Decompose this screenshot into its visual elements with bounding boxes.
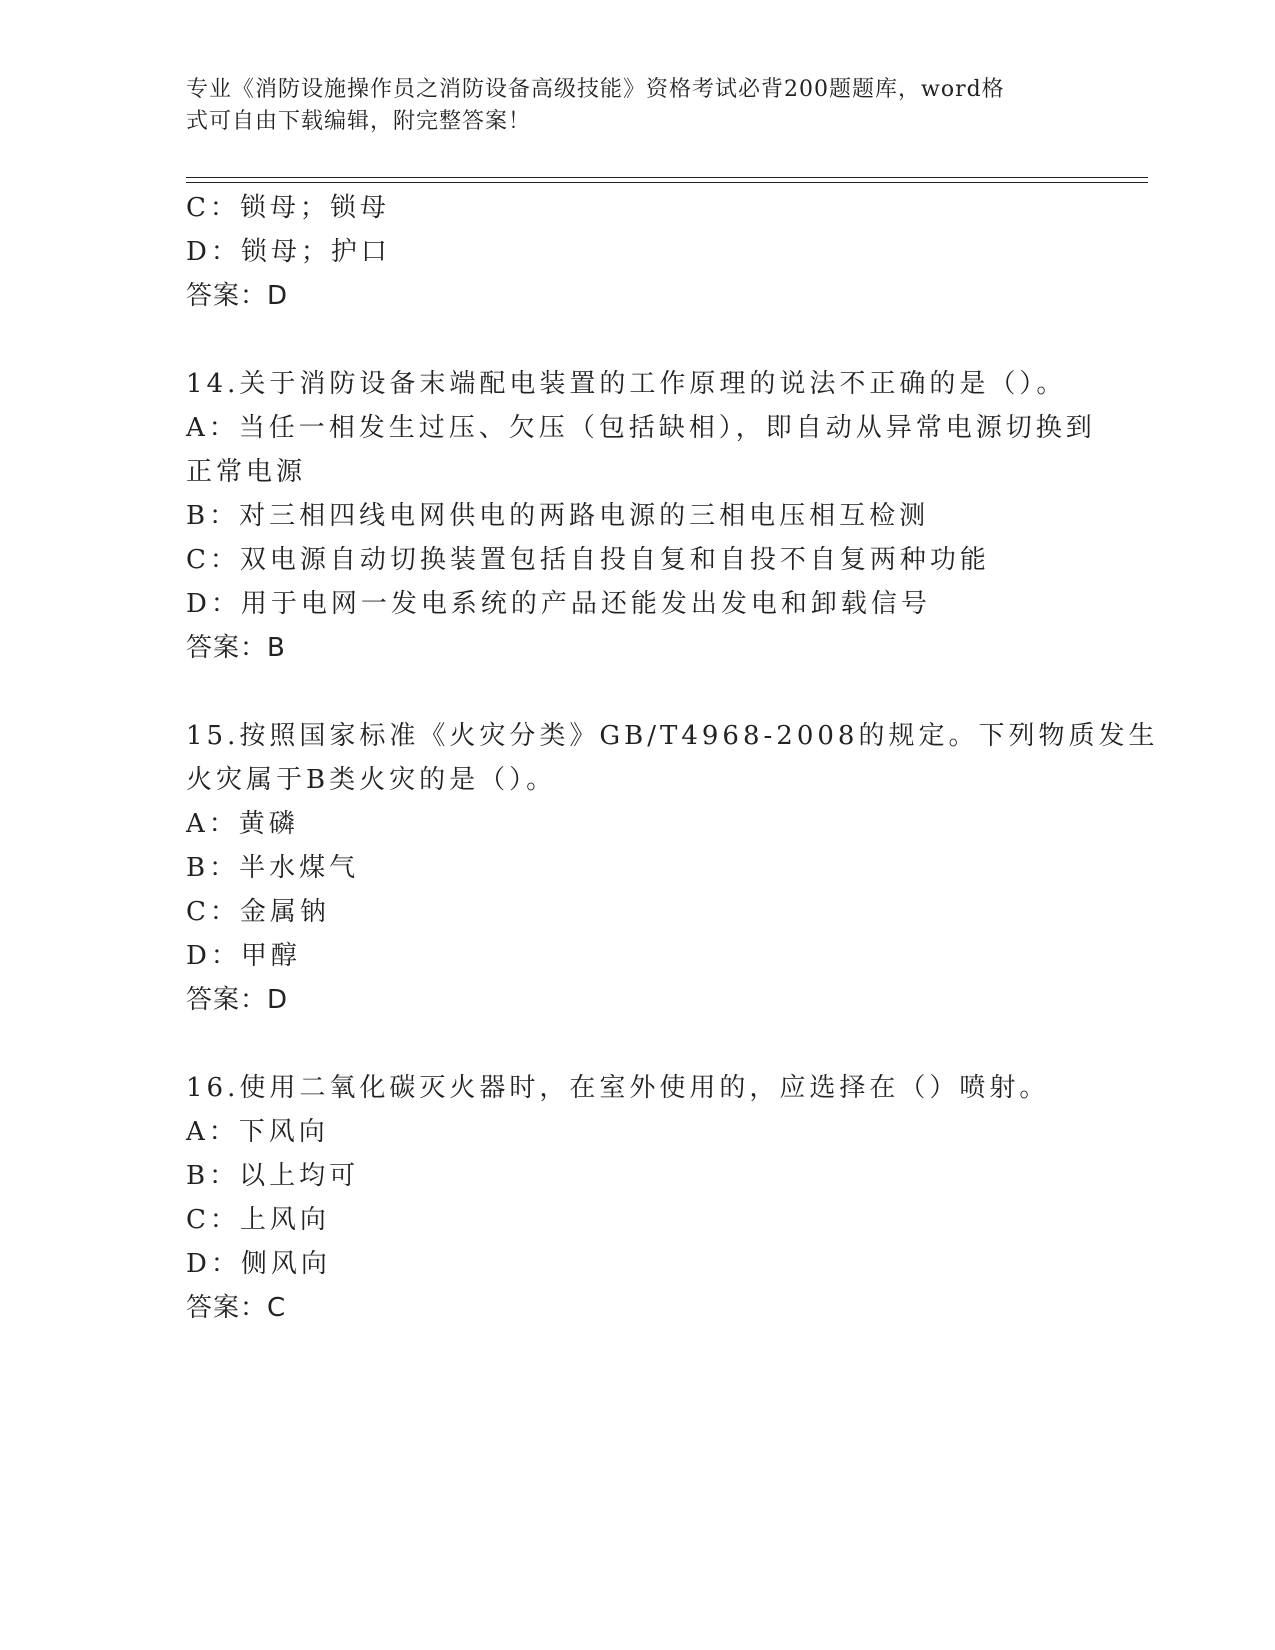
- q16-answer: 答案：C: [186, 1293, 287, 1323]
- q15-option-c: C：金属钠: [186, 897, 330, 927]
- document-header: [186, 74, 1066, 138]
- q14-question: 14.关于消防设备末端配电装置的工作原理的说法不正确的是（）。: [186, 369, 1067, 399]
- q15-option-d: D：甲醇: [186, 941, 301, 971]
- q15-question-line-2: 火灾属于B类火灾的是（）。: [186, 765, 557, 795]
- header-line-2: 式可自由下载编辑，附完整答案！: [186, 109, 532, 134]
- q16-question: 16.使用二氧化碳灭火器时，在室外使用的，应选择在（）喷射。: [186, 1073, 1050, 1103]
- q16-option-d: D：侧风向: [186, 1249, 331, 1279]
- q14-answer: 答案：B: [186, 633, 286, 663]
- q16-option-c: C：上风向: [186, 1205, 330, 1235]
- q13-answer: 答案：D: [186, 281, 289, 311]
- q14-option-a-line-2: 正常电源: [186, 457, 307, 487]
- q14-option-a-line-1: A：当任一相发生过压、欠压（包括缺相），即自动从异常电源切换到: [186, 413, 1096, 443]
- q15-option-b: B：半水煤气: [186, 853, 360, 883]
- q15-question-line-1: 15.按照国家标准《火灾分类》GB/T4968-2008的规定。下列物质发生: [186, 721, 1159, 751]
- header-divider-top: [186, 177, 1148, 178]
- header-line-1: 专业《消防设施操作员之消防设备高级技能》资格考试必背200题题库，word格: [186, 77, 1005, 102]
- q15-option-a: A：黄磷: [186, 809, 299, 839]
- q15-answer: 答案：D: [186, 985, 289, 1015]
- q16-option-b: B：以上均可: [186, 1161, 360, 1191]
- q13-option-d: D：锁母；护口: [186, 237, 391, 267]
- q14-option-d: D：用于电网一发电系统的产品还能发出发电和卸载信号: [186, 589, 931, 619]
- q14-option-c: C：双电源自动切换装置包括自投自复和自投不自复两种功能: [186, 545, 990, 575]
- q16-option-a: A：下风向: [186, 1117, 329, 1147]
- q14-option-b: B：对三相四线电网供电的两路电源的三相电压相互检测: [186, 501, 930, 531]
- header-divider-bottom: [186, 182, 1148, 183]
- q13-option-c: C：锁母；锁母: [186, 193, 390, 223]
